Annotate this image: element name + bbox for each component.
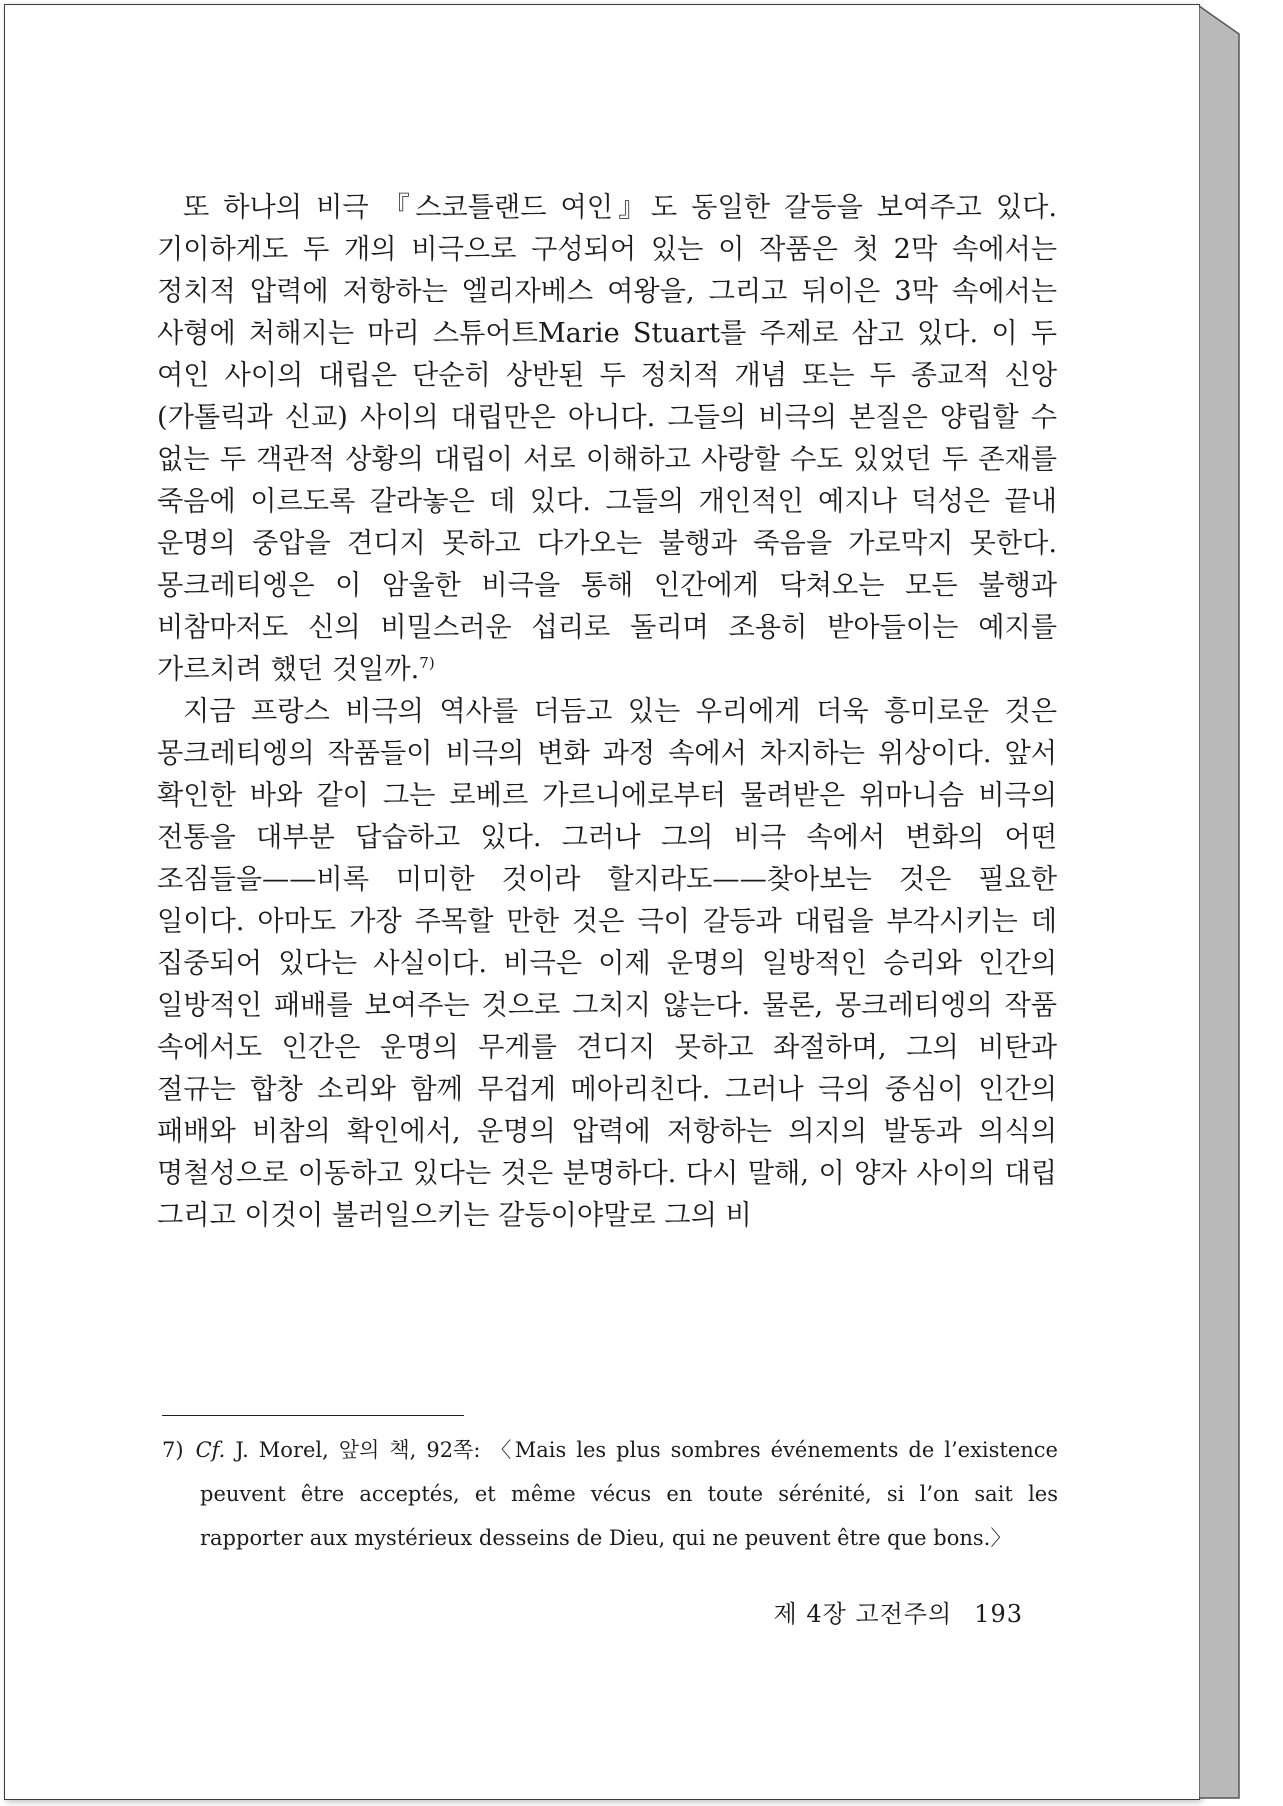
running-footer xyxy=(774,1594,1023,1629)
page-number: 193 xyxy=(974,1600,1023,1628)
book-page xyxy=(4,4,1200,1800)
footnote-divider xyxy=(162,1415,464,1416)
chapter-label: 제 4장 고전주의 xyxy=(773,1600,953,1628)
paragraph-2: 지금 프랑스 비극의 역사를 더듬고 있는 우리에게 더욱 흥미로운 것은 몽크레티엥의 작품들이 비극의 변화 과정 속에서 차지하는 위상이다. 앞서 확인한 바와 같이 그는 로베르 가르니에로부터 물려받은 위마니슴 비극의 전통을 대부분 답습하고 있다. 그러나 그의 비극 속에서 변화의 어떤 조짐들을——비록 미미한 것이라 할지라도——찾아보는 것은 필요한 일이다. 아마도 가장 주목할 만한 것은 극이 갈등과 대립을 부각시키는 데 집중되어 있다는 사실이다. 비극은 이제 운명의 일방적인 승리와 인간의 일방적인 패배를 보여주는 것으로 그치지 않는다. 물론, 몽크레티엥의 작품 속에서도 인간은 운명의 무게를 견디지 못하고 좌절하며, 그의 비탄과 절규는 합창 소리와 함께 무겁게 메아리친다. 그러나 극의 중심이 인간의 패배와 비참의 확인에서, 운명의 압력에 저항하는 의지의 발동과 의식의 명철성으로 이동하고 있다는 것은 분명하다. 다시 말해, 이 양자 사이의 대립 그리고 이것이 불러일으키는 갈등이야말로 그의 비 xyxy=(157,696,1057,1231)
footnote-reference[interactable]: 7) xyxy=(419,653,435,672)
footnote-text: J. Morel, 앞의 책, 92쪽: 〈Mais les plus sombres événements de l’existence peuvent être acceptés, et même vécus en toute sérénité, si l’on sait les rapporter aux mystérieux desseins de Dieu, qui ne peuvent être que bons.〉 xyxy=(200,1438,1058,1550)
page-edge xyxy=(1199,4,1247,1800)
footnote-7 xyxy=(162,1428,1058,1560)
footnote-number: 7) xyxy=(162,1438,184,1462)
paragraph-1: 또 하나의 비극 『스코틀랜드 여인』도 동일한 갈등을 보여주고 있다. 기이하게도 두 개의 비극으로 구성되어 있는 이 작품은 첫 2막 속에서는 정치적 압력에 저항하는 엘리자베스 여왕을, 그리고 뒤이은 3막 속에서는 사형에 처해지는 마리 스튜어트Marie Stuart를 주제로 삼고 있다. 이 두 여인 사이의 대립은 단순히 상반된 두 정치적 개념 또는 두 종교적 신앙(가톨릭과 신교) 사이의 대립만은 아니다. 그들의 비극의 본질은 양립할 수 없는 두 객관적 상황의 대립이 서로 이해하고 사랑할 수도 있었던 두 존재를 죽음에 이르도록 갈라놓은 데 있다. 그들의 개인적인 예지나 덕성은 끝내 운명의 중압을 견디지 못하고 다가오는 불행과 죽음을 가로막지 못한다. 몽크레티엥은 이 암울한 비극을 통해 인간에게 닥쳐오는 모든 불행과 비참마저도 신의 비밀스러운 섭리로 돌리며 조용히 받아들이는 예지를 가르치려 했던 것일까.$^{7)}$ xyxy=(157,192,1057,685)
body-text xyxy=(157,187,1057,1237)
footnote-cf: Cf. xyxy=(195,1438,226,1462)
footnotes xyxy=(162,1428,1058,1560)
